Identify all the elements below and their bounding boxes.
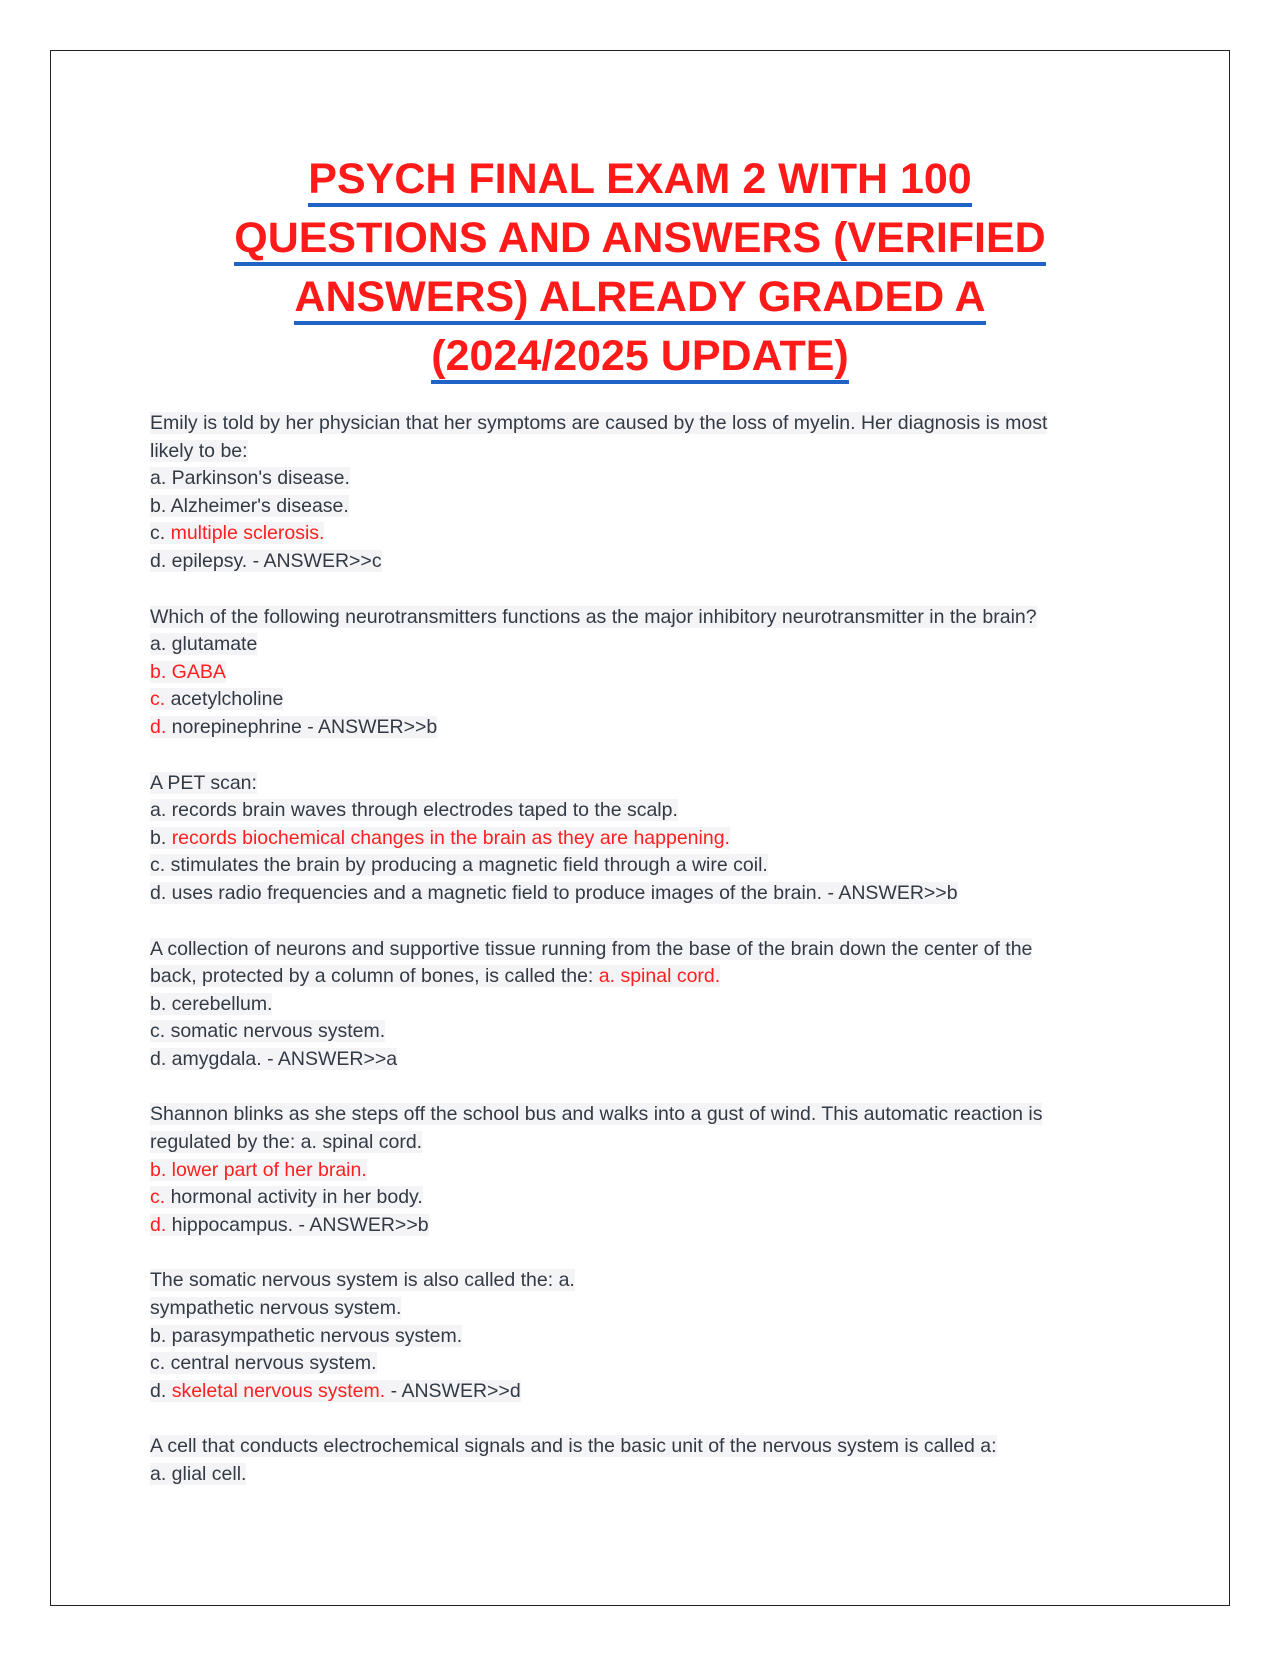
question-block <box>150 1101 1130 1239</box>
line-text: b. parasympathetic nervous system. <box>150 1324 463 1347</box>
question-line <box>150 1046 1130 1074</box>
title-line-text: ANSWERS) ALREADY GRADED A <box>294 273 985 325</box>
line-text: c. central nervous system. <box>150 1352 377 1375</box>
question-line <box>150 631 1130 659</box>
line-text: regulated by the: a. spinal cord. <box>150 1131 423 1154</box>
highlighted-answer: c. <box>150 1186 166 1209</box>
question-line <box>150 1129 1130 1157</box>
question-line <box>150 520 1130 548</box>
question-line <box>150 936 1130 964</box>
question-line <box>150 659 1130 687</box>
title-line <box>150 209 1130 268</box>
line-text: a. Parkinson's disease. <box>150 467 350 490</box>
line-text: A PET scan: <box>150 771 257 794</box>
question-line <box>150 604 1130 632</box>
line-text: d. skeletal nervous system. - ANSWER>>d <box>150 1379 521 1402</box>
question-line <box>150 1267 1130 1295</box>
line-text: likely to be: <box>150 439 248 462</box>
title-line <box>150 327 1130 386</box>
line-text: Which of the following neurotransmitters functions as the major inhibitory neurotransmitter in the brain? <box>150 605 1037 628</box>
highlighted-answer: records biochemical changes in the brain as they are happening. <box>171 826 730 849</box>
line-text: b. cerebellum. <box>150 992 273 1015</box>
document-title <box>150 150 1130 386</box>
highlighted-answer: b. GABA <box>150 660 226 683</box>
highlighted-answer: b. lower part of her brain. <box>150 1158 367 1181</box>
line-text: a. glial cell. <box>150 1463 247 1485</box>
line-text: a. glutamate <box>150 633 258 656</box>
question-block <box>150 1267 1130 1405</box>
line-text: Shannon blinks as she steps off the school bus and walks into a gust of wind. This automatic reaction is <box>150 1103 1043 1126</box>
question-line <box>150 1157 1130 1185</box>
question-list <box>150 410 1130 1517</box>
line-text: c. multiple sclerosis. <box>150 522 325 545</box>
question-line <box>150 1018 1130 1046</box>
question-line <box>150 465 1130 493</box>
question-line <box>150 797 1130 825</box>
question-line <box>150 1295 1130 1323</box>
highlighted-answer: d. <box>150 1213 167 1236</box>
title-line-text: QUESTIONS AND ANSWERS (VERIFIED <box>234 214 1045 266</box>
title-line <box>150 150 1130 209</box>
line-text: d. uses radio frequencies and a magnetic field to produce images of the brain. - ANSWER>>b <box>150 881 958 904</box>
question-block <box>150 604 1130 742</box>
line-text: A collection of neurons and supportive tissue running from the base of the brain down the center of the <box>150 937 1033 960</box>
question-line <box>150 493 1130 521</box>
highlighted-answer: multiple sclerosis. <box>170 522 325 545</box>
question-line <box>150 852 1130 880</box>
question-line <box>150 880 1130 908</box>
question-block <box>150 1433 1130 1488</box>
question-line <box>150 1212 1130 1240</box>
question-line <box>150 1323 1130 1351</box>
line-text: a. records brain waves through electrodes taped to the scalp. <box>150 799 678 822</box>
question-line <box>150 438 1130 466</box>
line-text: c. somatic nervous system. <box>150 1020 386 1043</box>
line-text <box>150 661 226 683</box>
line-text: The somatic nervous system is also called the: a. <box>150 1269 575 1292</box>
question-line <box>150 1184 1130 1212</box>
highlighted-answer: c. <box>150 688 166 711</box>
title-line-text: PSYCH FINAL EXAM 2 WITH 100 <box>308 155 971 207</box>
line-text: sympathetic nervous system. <box>150 1297 402 1320</box>
line-text: A cell that conducts electrochemical signals and is the basic unit of the nervous system is called a: <box>150 1435 997 1458</box>
question-line <box>150 1433 1130 1461</box>
line-text: back, protected by a column of bones, is called the: a. spinal cord. <box>150 965 721 988</box>
line-text: d. norepinephrine - ANSWER>>b <box>150 715 438 738</box>
question-line <box>150 1350 1130 1378</box>
question-block <box>150 770 1130 908</box>
line-text: c. hormonal activity in her body. <box>150 1186 423 1209</box>
line-text: d. hippocampus. - ANSWER>>b <box>150 1213 429 1236</box>
question-line <box>150 1378 1130 1406</box>
question-line <box>150 1101 1130 1129</box>
line-text: d. epilepsy. - ANSWER>>c <box>150 549 382 572</box>
title-line <box>150 268 1130 327</box>
line-text: b. Alzheimer's disease. <box>150 494 349 517</box>
title-line-text: (2024/2025 UPDATE) <box>431 332 848 384</box>
question-line <box>150 410 1130 438</box>
question-line <box>150 714 1130 742</box>
question-line <box>150 963 1130 991</box>
question-block <box>150 410 1130 576</box>
line-text <box>150 1159 367 1181</box>
highlighted-answer: skeletal nervous system. <box>171 1379 386 1402</box>
line-text: b. records biochemical changes in the brain as they are happening. <box>150 826 730 849</box>
line-text: c. acetylcholine <box>150 688 284 711</box>
highlighted-answer: d. <box>150 715 167 738</box>
question-line <box>150 770 1130 798</box>
question-line <box>150 991 1130 1019</box>
question-line <box>150 686 1130 714</box>
question-line <box>150 1461 1130 1489</box>
line-text: d. amygdala. - ANSWER>>a <box>150 1047 398 1070</box>
question-line <box>150 825 1130 853</box>
line-text: Emily is told by her physician that her symptoms are caused by the loss of myelin. Her diagnosis is most <box>150 412 1048 434</box>
question-block <box>150 936 1130 1074</box>
line-text: c. stimulates the brain by producing a magnetic field through a wire coil. <box>150 854 768 877</box>
highlighted-answer: a. spinal cord. <box>598 965 721 988</box>
question-line <box>150 548 1130 576</box>
